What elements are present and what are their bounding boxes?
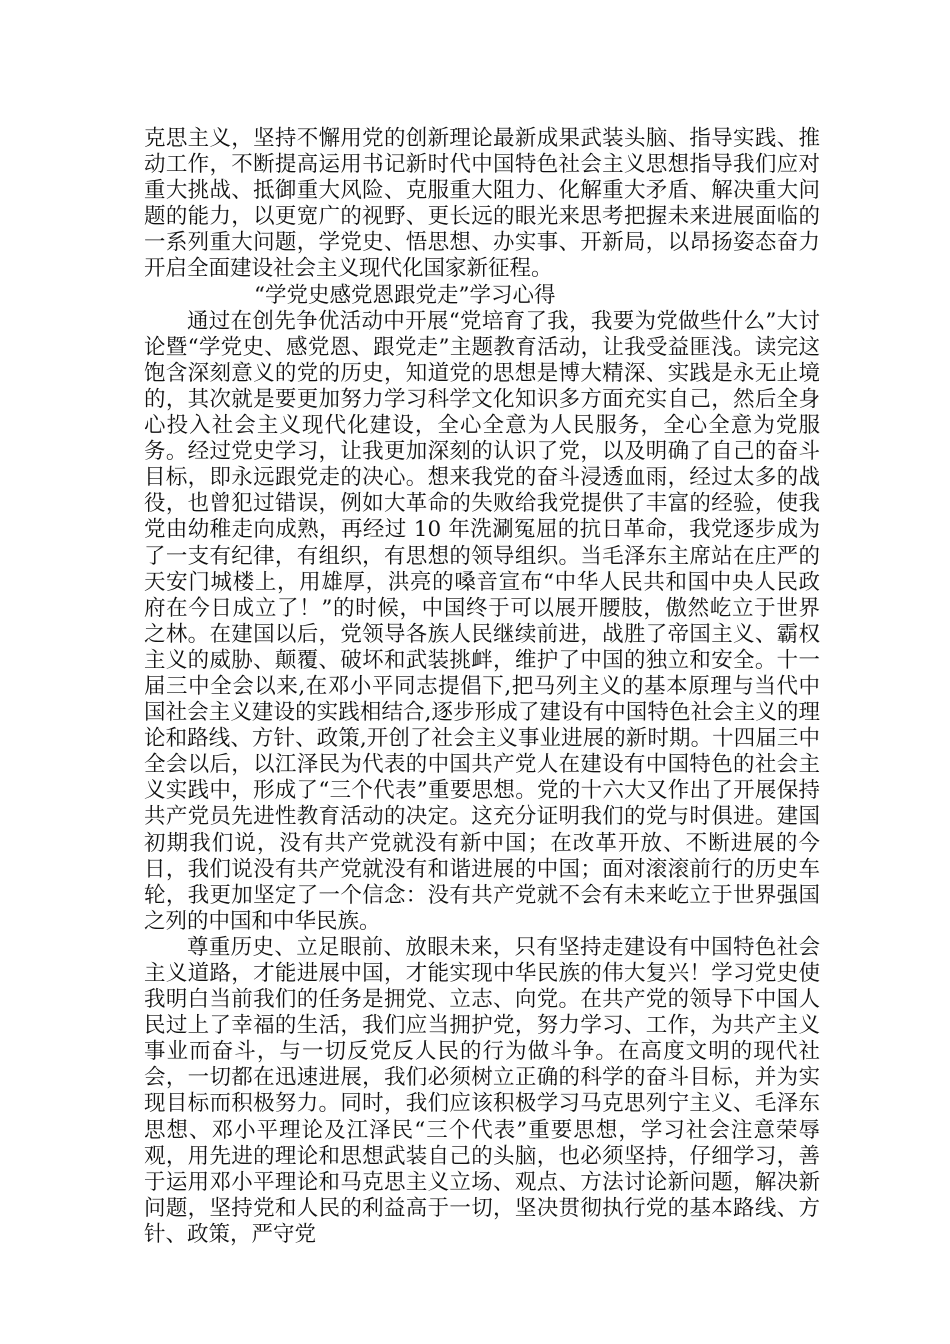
continuation-paragraph: 克思主义，坚持不懈用党的创新理论最新成果武装头脑、指导实践、推动工作，不断提高运用书记新时代中国特色社会主义思想指导我们应对重大挑战、抵御重大风险、克服重大阻力、化解重大矛盾、解决重大问题的能力，以更宽广的视野、更长远的眼光来思考把握未来进展面临的一系列重大问题，学党史、悟思想、办实事、开新局，以昂扬姿态奋力开启全面建设社会主义现代化国家新征程。	[144, 126, 820, 282]
body-paragraph-2: 尊重历史、立足眼前、放眼未来，只有坚持走建设有中国特色社会主义道路，才能进展中国，才能实现中华民族的伟大复兴！学习党史使我明白当前我们的任务是拥党、立志、向党。在共产党的领导下中国人民过上了幸福的生活，我们应当拥护党，努力学习、工作，为共产主义事业而奋斗，与一切反党反人民的行为做斗争。在高度文明的现代社会，一切都在迅速进展，我们必须树立正确的科学的奋斗目标，并为实现目标而积极努力。同时，我们应该积极学习马克思列宁主义、毛泽东思想、邓小平理论及江泽民“三个代表”重要思想，学习社会注意荣辱观，用先进的理论和思想武装自己的头脑，也必须坚持，仔细学习，善于运用邓小平理论和马克思主义立场、观点、方法讨论新问题，解决新问题，坚持党和人民的利益高于一切，坚决贯彻执行党的基本路线、方针、政策，严守党	[144, 934, 820, 1247]
essay-title: “学党史感党恩跟党走”学习心得	[254, 282, 556, 308]
document-body	[144, 126, 820, 1248]
body-paragraph-1: 通过在创先争优活动中开展“党培育了我，我要为党做些什么”大讨论暨“学党史、感党恩、跟党走”主题教育活动，让我受益匪浅。读完这饱含深刻意义的党的历史，知道党的思想是博大精深、实践是永无止境的，其次就是要更加努力学习科学文化知识多方面充实自己，然后全身心投入社会主义现代化建设，全心全意为人民服务，全心全意为党服务。经过党史学习，让我更加深刻的认识了党，以及明确了自己的奋斗目标，即永远跟党走的决心。想来我党的奋斗浸透血雨，经过太多的战役，也曾犯过错误，例如大革命的失败给我党提供了丰富的经验，使我党由幼稚走向成熟，再经过 10 年洗涮冤屈的抗日革命，我党逐步成为了一支有纪律，有组织，有思想的领导组织。当毛泽东主席站在庄严的天安门城楼上，用雄厚，洪亮的嗓音宣布“中华人民共和国中央人民政府在今日成立了！”的时候，中国终于可以展开腰肢，傲然屹立于世界之林。在建国以后，党领导各族人民继续前进，战胜了帝国主义、霸权主义的威胁、颠覆、破坏和武装挑衅，维护了中国的独立和安全。十一届三中全会以来,在邓小平同志提倡下,把马列主义的基本原理与当代中国社会主义建设的实践相结合,逐步形成了建设有中国特色社会主义的理论和路线、方针、政策,开创了社会主义事业进展的新时期。十四届三中全会以后，以江泽民为代表的中国共产党人在建设有中国特色的社会主义实践中，形成了“三个代表”重要思想。党的十六大又作出了开展保持共产党员先进性教育活动的决定。这充分证明我们的党与时俱进。建国初期我们说，没有共产党就没有新中国；在改革开放、不断进展的今日，我们说没有共产党就没有和谐进展的中国；面对滚滚前行的历史车轮，我更加坚定了一个信念：没有共产党就不会有未来屹立于世界强国之列的中国和中华民族。	[144, 308, 820, 934]
